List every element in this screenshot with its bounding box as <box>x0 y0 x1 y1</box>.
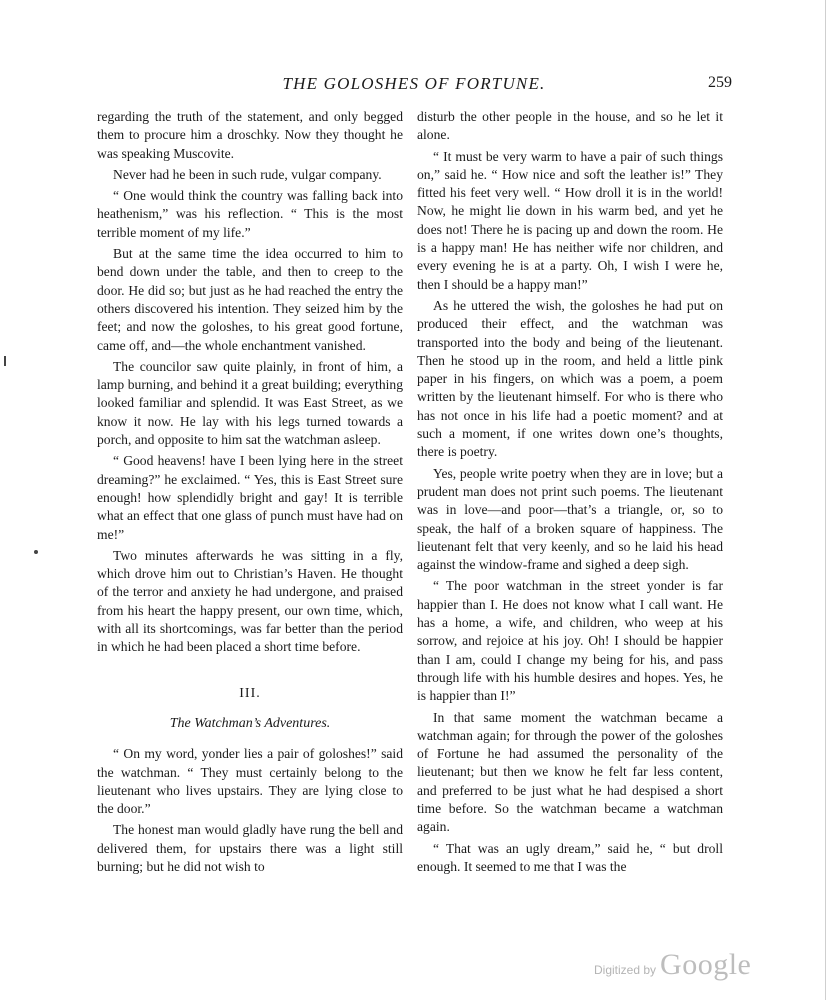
page-edge-rule <box>825 0 826 1000</box>
margin-mark <box>4 356 6 366</box>
paragraph: disturb the other people in the house, and so he let it alone. <box>417 109 723 143</box>
paragraph: The councilor saw quite plainly, in front of him, a lamp burning, and behind it a great building; everything looked familiar and splendid. It was East Street, as we know it now. He lay with his legs turned towards a porch, and opposite to him sat the watchman asleep. <box>97 358 403 448</box>
paragraph: Yes, people write poetry when they are in love; but a prudent man does not print such poems. The lieutenant was in love—and poor—that’s a triangle, or, so to speak, the half of a broken square of happiness. The lieutenant felt that very keenly, and so he laid his head against the window-frame and sighed a deep sigh. <box>417 465 723 573</box>
paragraph: “ It must be very warm to have a pair of such things on,” said he. “ How nice and soft the leather is!” They fitted his feet very well. “ How droll it is in the world! Now, he might lie down in his warm bed, and yet he does not! There he is pacing up and down the room. He is a happy man! He has neither wife nor children, and every evening he is at a party. Oh, I wish I were he, then I should be a happy man!” <box>417 148 723 292</box>
google-logo: Google <box>660 948 752 981</box>
paragraph: regarding the truth of the statement, and only begged them to procure him a droschky. Now they thought he was speaking Muscovite. <box>97 109 403 161</box>
paragraph: “ Good heavens! have I been lying here in the street dreaming?” he exclaimed. “ Yes, this is East Street sure enough! how splendidly bright and gay! It is terrible what an effect that one glass of punch must have had on me!” <box>97 453 403 542</box>
paragraph: The honest man would gladly have rung the bell and delivered them, for upstairs there was a light still burning; but he did not wish to <box>97 822 403 874</box>
paragraph: Two minutes afterwards he was sitting in a fly, which drove him out to Christian’s Haven. He thought of the terror and anxiety he had undergone, and praised from his heart the happy present, our own time, which, with all its shortcomings, was far better than the period in which he had been placed a short time before. <box>97 547 403 655</box>
margin-dot <box>34 550 38 554</box>
paragraph: In that same moment the watchman became a watchman again; for through the power of the goloshes of Fortune he had assumed the personality of the lieutenant; but then we know he felt far less content, and preferred to be just what he had despised a short time before. So the watchman became a watchman again. <box>417 709 723 835</box>
paragraph: “ The poor watchman in the street yonder is far happier than I. He does not know what I call want. He has a home, a wife, and children, who weep at his sorrow, and rejoice at his joy. Oh! I should be happier than I am, could I change my being for his, and pass through life with his humble desires and hopes. Yes, he is happier than I!” <box>417 578 723 704</box>
left-column <box>97 108 403 876</box>
paragraph: “ On my word, yonder lies a pair of goloshes!” said the watchman. “ They must certainly belong to the lieutenant who lives upstairs. They are lying close to the door.” <box>97 746 403 817</box>
digitized-credit <box>594 948 751 982</box>
digitized-label: Digitized by <box>594 963 657 977</box>
paragraph: Never had he been in such rude, vulgar company. <box>113 166 382 182</box>
paragraph: “ One would think the country was falling back into heathenism,” was his reflection. “ This is the most terrible moment of my life.” <box>97 188 403 240</box>
paragraph: “ That was an ugly dream,” said he, “ but droll enough. It seemed to me that I was the <box>417 840 723 874</box>
running-title: THE GOLOSHES OF FORTUNE. <box>282 74 546 93</box>
running-head <box>96 74 732 98</box>
paragraph: As he uttered the wish, the goloshes he had put on produced their effect, and the watchman was transported into the body and being of the lieutenant. Then he stood up in the room, and held a little pink paper in his fingers, on which was a poem, a poem written by the lieutenant himself. For who is there who has not once in his life had a poetic moment? and at such a moment, if one writes down one’s thoughts, there is poetry. <box>417 297 723 460</box>
page-number: 259 <box>708 74 732 91</box>
section-number: III. <box>239 685 261 701</box>
section-title: The Watchman’s Adventures. <box>169 715 331 731</box>
paragraph: But at the same time the idea occurred to him to bend down under the table, and then to creep to the door. He did so; but just as he had reached the entry the others discovered his intention. They seized him by the feet; and now the goloshes, to his great good fortune, came off, and—the whole enchantment vanished. <box>97 246 403 353</box>
right-column <box>417 108 723 876</box>
